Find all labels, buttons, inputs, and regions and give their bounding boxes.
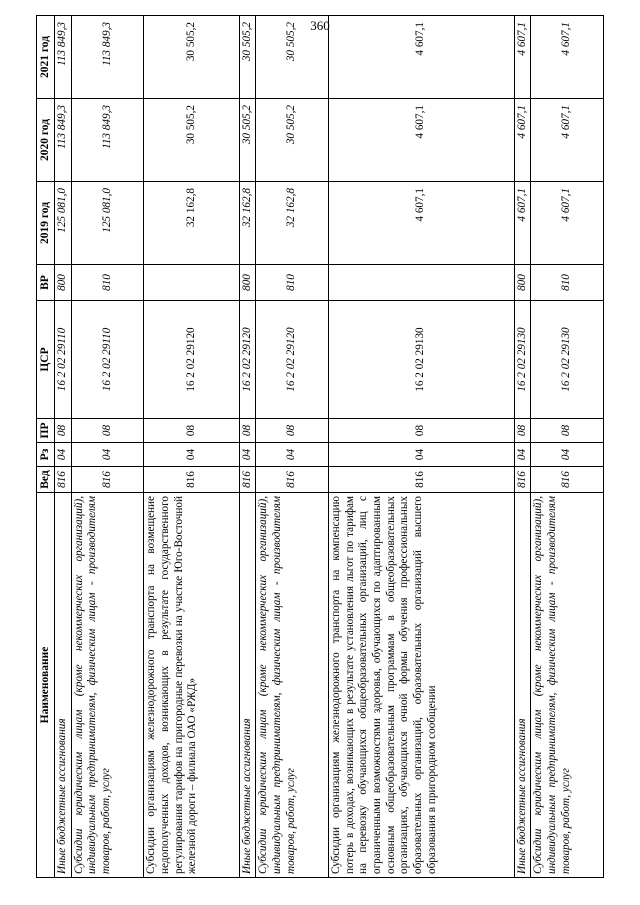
row-2019: 125 081,0 xyxy=(71,182,144,265)
row-name: Иные бюджетные ассигнования xyxy=(514,493,531,878)
header-pr: ПР xyxy=(37,419,55,443)
row-ved: 816 xyxy=(55,467,72,493)
table-row xyxy=(239,16,256,878)
row-name: Иные бюджетные ассигнования xyxy=(239,493,256,878)
header-rz: Рз xyxy=(37,443,55,467)
table-row xyxy=(329,16,515,878)
header-2020: 2020 год xyxy=(37,99,55,182)
row-2020: 30 505,2 xyxy=(239,99,256,182)
row-2020: 4 607,1 xyxy=(329,99,515,182)
row-name: Иные бюджетные ассигнования xyxy=(55,493,72,878)
row-pr: 08 xyxy=(144,419,239,443)
row-ved: 816 xyxy=(239,467,256,493)
row-2021: 4 607,1 xyxy=(514,16,531,99)
table-row xyxy=(531,16,604,878)
rotated-table-container xyxy=(36,18,604,878)
row-2019: 125 081,0 xyxy=(55,182,72,265)
row-rz: 04 xyxy=(514,443,531,467)
row-ved: 816 xyxy=(531,467,604,493)
row-csr: 16 2 02 29120 xyxy=(256,301,329,419)
row-pr: 08 xyxy=(256,419,329,443)
row-csr: 16 2 02 29130 xyxy=(329,301,515,419)
row-rz: 04 xyxy=(531,443,604,467)
row-vr: 810 xyxy=(531,265,604,301)
table-row xyxy=(71,16,144,878)
row-csr: 16 2 02 29110 xyxy=(71,301,144,419)
row-2021: 113 849,3 xyxy=(55,16,72,99)
row-rz: 04 xyxy=(239,443,256,467)
row-vr xyxy=(144,265,239,301)
row-name: Субсидии юридическим лицам (кроме некоммерческих организаций), индивидуальным предпринимателям, физическим лицам - производителям товаров, работ, услуг xyxy=(71,493,144,878)
row-csr: 16 2 02 29120 xyxy=(239,301,256,419)
row-2021: 4 607,1 xyxy=(531,16,604,99)
row-2019: 32 162,8 xyxy=(239,182,256,265)
row-vr: 810 xyxy=(256,265,329,301)
table-header-row xyxy=(37,16,55,878)
row-pr: 08 xyxy=(329,419,515,443)
header-2021: 2021 год xyxy=(37,16,55,99)
row-vr xyxy=(329,265,515,301)
row-2020: 113 849,3 xyxy=(55,99,72,182)
row-2019: 4 607,1 xyxy=(514,182,531,265)
table-row xyxy=(256,16,329,878)
table-row xyxy=(55,16,72,878)
header-ved: Вед xyxy=(37,467,55,493)
row-ved: 816 xyxy=(71,467,144,493)
row-pr: 08 xyxy=(531,419,604,443)
row-name: Субсидии организациям железнодорожного транспорта на компенсацию потерь в доходах, возникающих в результате установления льгот по тарифам на перевозку обучающихся общеобразовательных организаций, лиц с ограниченными возможностями здоровья, обучающихся по адаптированным основным общеобразовательным программам в общеобразовательных организациях, обучающихся очной формы обучения профессиональных образовательных организаций, образовательных организаций высшего образования в пригородном сообщении xyxy=(329,493,515,878)
row-ved: 816 xyxy=(514,467,531,493)
row-rz: 04 xyxy=(71,443,144,467)
row-rz: 04 xyxy=(144,443,239,467)
row-2021: 4 607,1 xyxy=(329,16,515,99)
row-vr: 800 xyxy=(55,265,72,301)
table-row xyxy=(514,16,531,878)
row-2020: 113 849,3 xyxy=(71,99,144,182)
header-csr: ЦСР xyxy=(37,301,55,419)
row-rz: 04 xyxy=(55,443,72,467)
row-rz: 04 xyxy=(329,443,515,467)
page-number: 360 xyxy=(310,18,330,33)
row-ved: 816 xyxy=(144,467,239,493)
row-2021: 30 505,2 xyxy=(256,16,329,99)
row-pr: 08 xyxy=(514,419,531,443)
row-ved: 816 xyxy=(329,467,515,493)
row-2019: 4 607,1 xyxy=(531,182,604,265)
row-2020: 4 607,1 xyxy=(514,99,531,182)
table-row xyxy=(144,16,239,878)
row-2021: 30 505,2 xyxy=(239,16,256,99)
row-rz: 04 xyxy=(256,443,329,467)
row-2020: 30 505,2 xyxy=(144,99,239,182)
row-2020: 4 607,1 xyxy=(531,99,604,182)
row-2021: 30 505,2 xyxy=(144,16,239,99)
row-csr: 16 2 02 29110 xyxy=(55,301,72,419)
row-pr: 08 xyxy=(55,419,72,443)
row-pr: 08 xyxy=(71,419,144,443)
header-2019: 2019 год xyxy=(37,182,55,265)
row-ved: 816 xyxy=(256,467,329,493)
row-vr: 810 xyxy=(71,265,144,301)
row-csr: 16 2 02 29120 xyxy=(144,301,239,419)
row-name: Субсидии юридическим лицам (кроме некоммерческих организаций), индивидуальным предпринимателям, физическим лицам - производителям товаров, работ, услуг xyxy=(531,493,604,878)
row-2020: 30 505,2 xyxy=(256,99,329,182)
header-vr: ВР xyxy=(37,265,55,301)
header-name: Наименование xyxy=(37,493,55,878)
row-csr: 16 2 02 29130 xyxy=(514,301,531,419)
row-csr: 16 2 02 29130 xyxy=(531,301,604,419)
row-2019: 32 162,8 xyxy=(256,182,329,265)
row-name: Субсидии юридическим лицам (кроме некоммерческих организаций), индивидуальным предпринимателям, физическим лицам - производителям товаров, работ, услуг xyxy=(256,493,329,878)
row-2019: 32 162,8 xyxy=(144,182,239,265)
budget-table xyxy=(36,15,604,878)
row-name: Субсидии организациям железнодорожного транспорта на возмещение недополученных доходов, возникающих в результате государственного регулирования тарифов на пригородные перевозки на участке Юго-Восточной железной дороги – филиала ОАО «РЖД» xyxy=(144,493,239,878)
row-vr: 800 xyxy=(514,265,531,301)
row-2021: 113 849,3 xyxy=(71,16,144,99)
row-2019: 4 607,1 xyxy=(329,182,515,265)
row-pr: 08 xyxy=(239,419,256,443)
row-vr: 800 xyxy=(239,265,256,301)
